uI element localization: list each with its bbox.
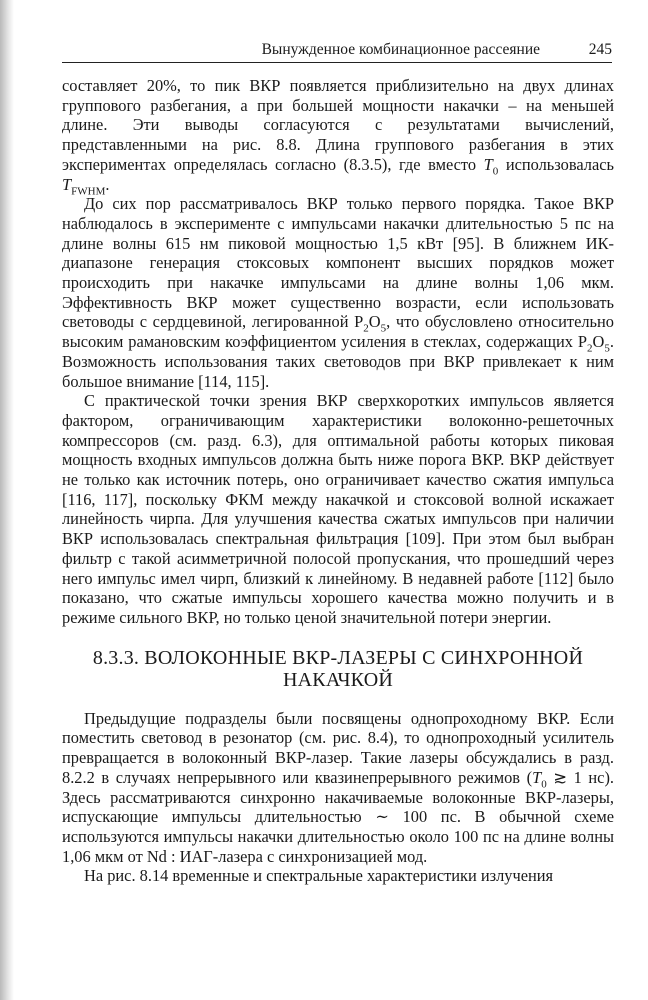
text-run: До сих пор рассматривалось ВКР только первого порядка. Такое ВКР наблюдалось в эксперименте с импульсами накачки длительностью 5 пс на длине волны 615 нм пиковой мощностью 1,5 кВт [95]. В ближнем ИК-диапазоне генерация стоксовых компонент высших порядков может происходить при накачке импульсами на длине волны 1,06 мкм. Эффективность ВКР может существенно возрасти, если использовать световоды с сердцевиной, легированной P: [62, 194, 614, 332]
page-spine-shadow: [0, 0, 14, 1000]
text-run: , что обусловлено относительно высоким рамановским коэффициентом усиления в стеклах, содержащих P: [62, 312, 614, 352]
text-run: O: [368, 312, 381, 332]
subscript: 2: [363, 322, 369, 335]
paragraph-4: [62, 709, 614, 867]
section-number: 8.3.3.: [92, 646, 140, 669]
paragraph-5: [62, 866, 614, 886]
subscript: 2: [587, 342, 593, 355]
page-body: [62, 76, 614, 886]
paragraph-2: [62, 194, 614, 391]
text-run: Предыдущие подразделы были посвящены однопроходному ВКР. Если поместить световод в резонатор (см. рис. 8.4), то однопроходный усилитель превращается в волоконный ВКР-лазер. Такие лазеры обсуждались в разд. 8.2.2 в случаях непрерывного или квазинепрерывного режимов (: [62, 708, 614, 787]
text-run: составляет 20%, то пик ВКР появляется приблизительно на двух длинах группового разбегания, а при большей мощности накачки – на меньшей длине. Эти выводы согласуются с результатами вычислений, представленными на рис. 8.8. Длина группового разбегания в этих экспериментах определялась согласно (8.3.5), где вместо: [62, 76, 614, 174]
italic-symbol: T: [483, 154, 493, 174]
text-run: На рис. 8.14 временные и спектральные характеристики излучения: [84, 866, 554, 886]
text-run: С практической точки зрения ВКР сверхкоротких импульсов является фактором, ограничивающим характеристики волоконно-решеточных компрессоров (см. разд. 6.3), для оптимальной работы которых пиковая мощность входных импульсов должна быть ниже порога ВКР. ВКР действует не только как источник потерь, оно ограничивает качество сжатия импульса [116, 117], поскольку ФКМ между накачкой и стоксовой волной искажает линейность чирпа. Для улучшения качества сжатых импульсов при наличии ВКР использовалась спектральная фильтрация [109]. При этом был выбран фильтр с такой асимметричной полосой пропускания, что прошедший через него импульс имел чирп, близкий к линейному. В недавней работе [112] было показано, что сжатые импульсы хорошего качества можно получить и в режиме сильного ВКР, но только ценой значительной потери энергии.: [62, 391, 614, 627]
italic-symbol: T: [532, 767, 542, 787]
subscript: 0: [541, 778, 547, 791]
page-number: 245: [588, 41, 612, 58]
text-run: использовалась: [498, 154, 614, 174]
text-run: ≳ 1 нс). Здесь рассматриваются синхронно накачиваемые волоконные ВКР-лазеры, испускающие импульсы длительностью ∼ 100 пс. В обычной схеме используются импульсы накачки длительностью около 100 пс на длине волны 1,06 мкм от Nd : ИАГ-лазера с синхронизацией мод.: [62, 767, 614, 866]
paragraph-3: [62, 391, 614, 627]
text-run: .: [105, 174, 110, 194]
section-heading: [62, 647, 614, 691]
subscript: FWHM: [71, 184, 106, 197]
section-title-line2: НАКАЧКОЙ: [283, 668, 393, 691]
subscript: 5: [380, 322, 387, 335]
italic-symbol: T: [62, 174, 72, 194]
paragraph-1: [62, 76, 614, 197]
section-title-line1: ВОЛОКОННЫЕ ВКР-ЛАЗЕРЫ С СИНХРОННОЙ: [144, 646, 584, 669]
text-run: O: [592, 332, 605, 352]
text-run: . Возможность использования таких световодов при ВКР привлекает к ним большое внимание [114, 115].: [62, 332, 614, 391]
subscript: 5: [604, 342, 610, 355]
subscript: 0: [492, 165, 499, 178]
running-title: Вынужденное комбинационное рассеяние: [261, 41, 540, 58]
running-header: [62, 40, 612, 63]
